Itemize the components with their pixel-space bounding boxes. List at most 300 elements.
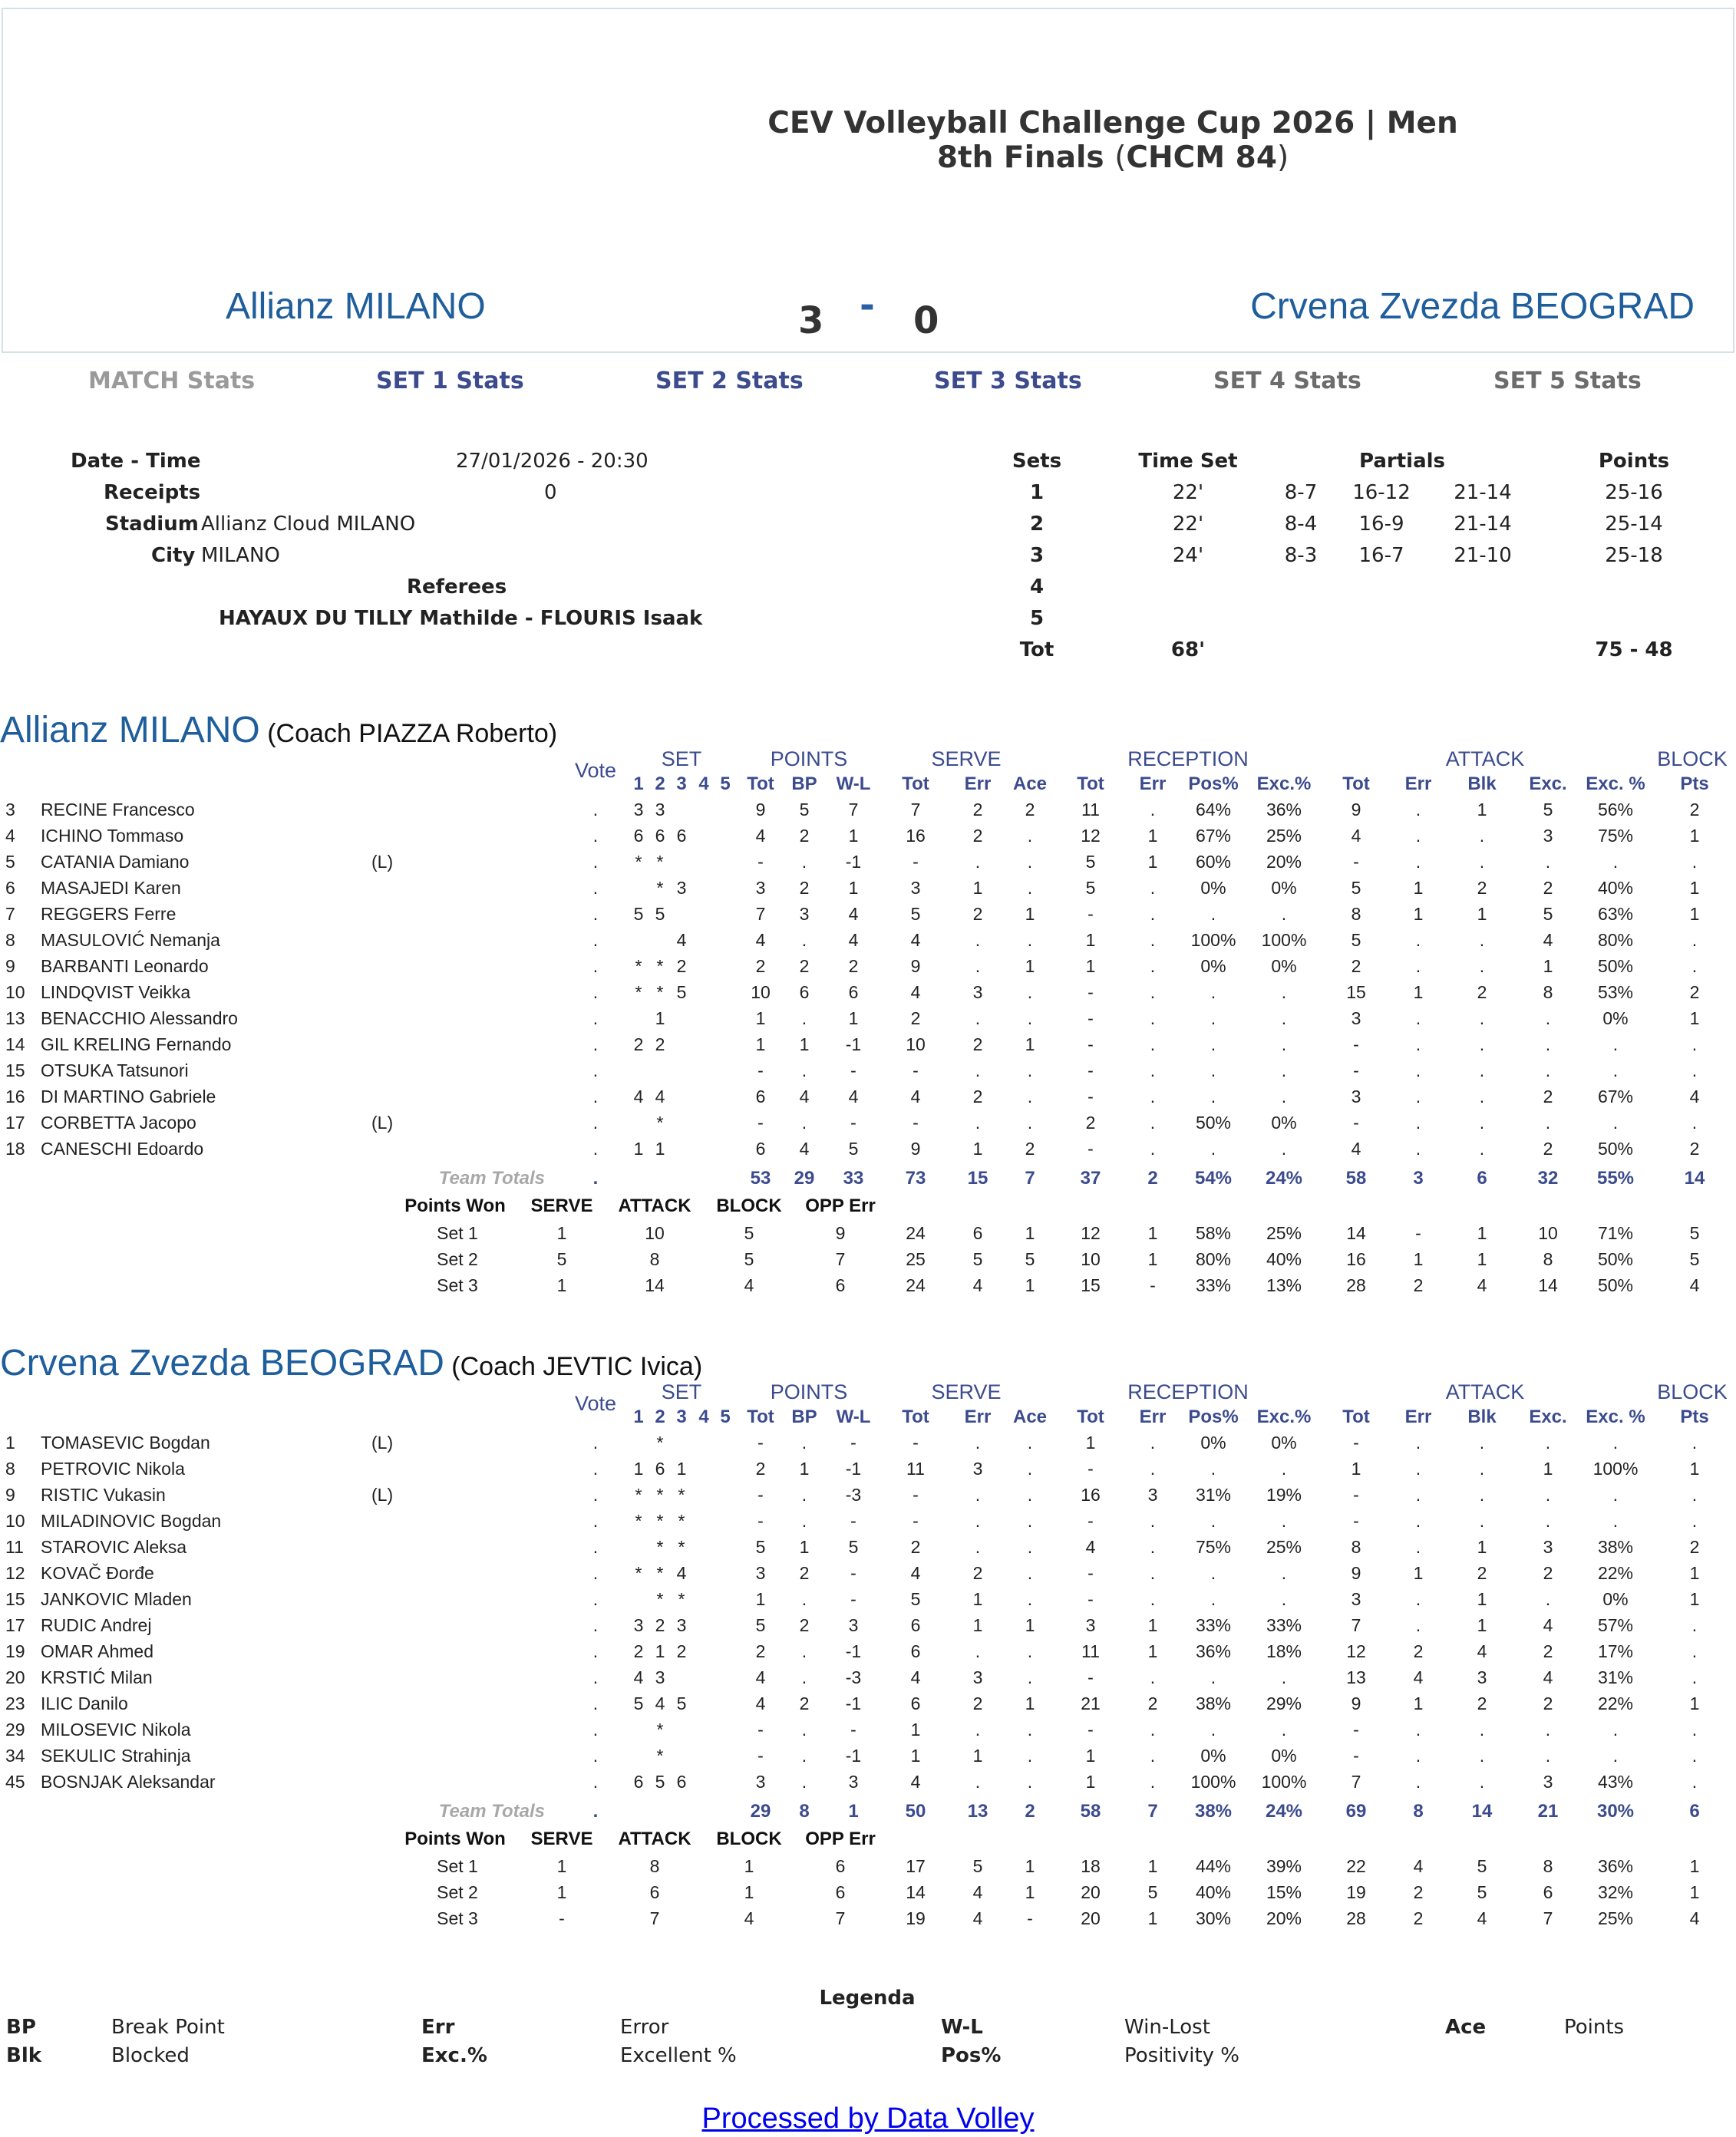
set-stat-cell: 33%	[1195, 1275, 1232, 1295]
score-dash: -	[860, 284, 875, 327]
stat-cell: 6	[755, 1087, 766, 1106]
player-number: 15	[5, 1589, 25, 1609]
block-points: 1	[744, 1856, 754, 1876]
stat-cell: .	[801, 930, 807, 950]
set-points: 25-18	[1605, 544, 1663, 567]
stat-cell: 4	[799, 1139, 810, 1159]
stat-cell: 4	[1543, 1667, 1553, 1687]
stat-cell: -	[1087, 1563, 1094, 1583]
player-number: 9	[5, 1485, 15, 1505]
col-sub-header: Tot	[747, 773, 774, 794]
stat-cell: 0%	[1271, 1433, 1297, 1453]
opp-err-points: 6	[835, 1882, 846, 1902]
stat-cell: 3	[1543, 1537, 1553, 1557]
player-name: MASULOVIĆ Nemanja	[41, 930, 220, 950]
points-group-header: POINTS	[770, 1380, 848, 1403]
stat-cell: 2	[1147, 1693, 1158, 1713]
player-name: ILIC Danilo	[41, 1693, 128, 1713]
stat-cell: .	[1210, 1087, 1216, 1106]
stat-cell: -	[913, 1433, 919, 1453]
stat-cell: 0%	[1271, 878, 1297, 898]
stat-cell: -	[757, 1511, 764, 1531]
stat-cell: 4	[755, 1693, 766, 1713]
block-group-header: BLOCK	[1657, 747, 1728, 770]
set-position: 6	[676, 826, 687, 846]
set-stat-cell: 20%	[1266, 1908, 1302, 1928]
col-sub-header: Tot	[1077, 773, 1104, 794]
stat-cell: .	[1415, 1615, 1421, 1635]
stat-cell: 3	[1351, 1589, 1361, 1609]
stat-cell: 100%	[1261, 930, 1307, 950]
set-stat-cell: 5	[1147, 1882, 1158, 1902]
vote-header: Vote	[574, 1392, 617, 1415]
stat-cell: .	[1150, 1589, 1156, 1609]
player-number: 5	[5, 852, 15, 872]
set-position: 4	[655, 1087, 665, 1106]
set-row-label: Set 2	[437, 1882, 478, 1902]
stat-cell: 1	[1477, 904, 1487, 924]
col-sub-header: Tot	[1077, 1407, 1104, 1427]
stat-cell: 2	[1543, 1139, 1553, 1159]
stat-cell: 1	[1543, 956, 1553, 976]
set-stat-cell: 36%	[1597, 1856, 1634, 1876]
stat-cell: 5	[910, 1589, 921, 1609]
stat-cell: 3	[972, 1667, 983, 1687]
team-total-cell: 6	[1689, 1801, 1700, 1822]
stat-cell: 1	[1147, 852, 1158, 872]
serve-points: 1	[556, 1275, 567, 1295]
home-team-name: Allianz MILANO	[226, 286, 486, 327]
stat-cell: 4	[1351, 1139, 1361, 1159]
stat-cell: 5	[1085, 852, 1096, 872]
stat-cell: 1	[1147, 826, 1158, 846]
referees-value: HAYAUX DU TILLY Mathilde - FLOURIS Isaak	[219, 607, 703, 630]
set-stat-cell: 4	[972, 1908, 983, 1928]
col-sub-header: Tot	[747, 1407, 774, 1427]
set-row-label: Set 1	[437, 1856, 478, 1876]
stat-cell: 75%	[1597, 826, 1634, 846]
set-stat-cell: 28	[1346, 1908, 1366, 1928]
phase-title	[767, 140, 1458, 175]
stat-cell: 1	[1477, 1537, 1487, 1557]
set-position: 6	[655, 826, 665, 846]
stat-cell: .	[1150, 1720, 1156, 1740]
set-stat-cell: 15%	[1266, 1882, 1302, 1902]
set-position: *	[656, 1563, 664, 1583]
stat-cell: 19%	[1266, 1485, 1302, 1505]
player-vote: .	[592, 1667, 599, 1687]
player-number: 9	[5, 956, 15, 976]
stat-cell: .	[801, 1060, 807, 1080]
stat-cell: 5	[848, 1537, 859, 1557]
set-position: 1	[676, 1459, 687, 1479]
team-total-cell: 1	[848, 1801, 859, 1822]
stat-cell: -	[1353, 1433, 1359, 1453]
set-stat-cell: 18	[1081, 1856, 1101, 1876]
attack-header: ATTACK	[618, 1829, 691, 1849]
stat-cell: .	[1210, 1139, 1216, 1159]
stat-cell: 50%	[1597, 956, 1634, 976]
stat-cell: 2	[1543, 1087, 1553, 1106]
stat-cell: 5	[755, 1537, 766, 1557]
stat-cell: -	[1087, 1667, 1094, 1687]
team-total-cell: 32	[1537, 1168, 1559, 1189]
stat-cell: 5	[1543, 800, 1553, 820]
block-points: 1	[744, 1882, 754, 1902]
set-stat-cell: 16	[1346, 1249, 1366, 1269]
stat-cell: 25%	[1266, 1537, 1302, 1557]
stat-cell: 0%	[1271, 956, 1297, 976]
stat-cell: -	[1353, 1720, 1359, 1740]
stat-cell: 2	[1025, 1139, 1035, 1159]
stat-cell: .	[1210, 1459, 1216, 1479]
stat-cell: 1	[1689, 1563, 1700, 1583]
stat-cell: .	[801, 1008, 807, 1028]
stat-cell: 1	[1413, 878, 1424, 898]
stat-cell: 2	[755, 1459, 766, 1479]
date-label: Date - Time	[71, 450, 201, 473]
stat-cell: 2	[799, 878, 810, 898]
player-name: SEKULIC Strahinja	[41, 1746, 191, 1766]
set-position: 2	[655, 1034, 665, 1054]
stat-cell: -	[757, 1113, 764, 1133]
stat-cell: .	[1210, 1008, 1216, 1028]
set-position: 4	[633, 1667, 644, 1687]
stat-cell: .	[1612, 1034, 1619, 1054]
col-sub-header: BP	[791, 773, 817, 794]
stat-cell: .	[1612, 852, 1619, 872]
stat-cell: .	[1415, 1034, 1421, 1054]
stat-cell: 1	[1413, 1563, 1424, 1583]
set-position: 3	[655, 1667, 665, 1687]
tab-set-3-stats[interactable]: SET 3 Stats	[934, 368, 1082, 394]
coach-name: (Coach PIAZZA Roberto)	[259, 719, 558, 748]
set-stat-cell: 22	[1346, 1856, 1366, 1876]
block-points: 4	[744, 1275, 754, 1295]
team-total-cell: 69	[1345, 1801, 1367, 1822]
set-stat-cell: 1	[1147, 1908, 1158, 1928]
stat-cell: .	[1210, 1589, 1216, 1609]
legend-desc: Points	[1564, 2016, 1625, 2039]
legend-desc: Error	[620, 2016, 669, 2039]
stat-cell: 75%	[1195, 1537, 1232, 1557]
stat-cell: .	[1545, 1034, 1551, 1054]
tab-match-stats[interactable]: MATCH Stats	[88, 368, 256, 394]
player-vote: .	[592, 1641, 599, 1661]
team-total-cell: 3	[1413, 1168, 1424, 1189]
stat-cell: 16	[906, 826, 926, 846]
player-name: GIL KRELING Fernando	[41, 1034, 232, 1054]
stat-cell: .	[1027, 982, 1033, 1002]
stat-cell: .	[1150, 1113, 1156, 1133]
stat-cell: .	[1281, 1087, 1287, 1106]
set-stat-cell: 28	[1346, 1275, 1366, 1295]
tab-set-2-stats[interactable]: SET 2 Stats	[655, 368, 804, 394]
set-position: 3	[676, 878, 687, 898]
stat-cell: .	[1415, 852, 1421, 872]
stat-cell: 1	[1085, 930, 1096, 950]
set-stat-cell: 80%	[1195, 1249, 1232, 1269]
set-stat-cell: 39%	[1266, 1856, 1302, 1876]
player-name: STAROVIC Aleksa	[41, 1537, 187, 1557]
stat-cell: -	[1087, 982, 1094, 1002]
player-number: 8	[5, 1459, 15, 1479]
stat-cell: .	[1612, 1720, 1619, 1740]
set-stat-cell: 10	[1538, 1223, 1558, 1243]
team-total-cell: 14	[1684, 1168, 1705, 1189]
col-sub-header: 1	[633, 1407, 644, 1427]
stat-cell: 0%	[1200, 956, 1226, 976]
stat-cell: .	[1691, 1615, 1698, 1635]
stat-cell: .	[1691, 1641, 1698, 1661]
team-total-cell: 58	[1345, 1168, 1367, 1189]
stat-cell: -	[757, 1433, 764, 1453]
stadium-value: Allianz Cloud MILANO	[201, 513, 416, 536]
stat-cell: 0%	[1602, 1589, 1629, 1609]
stat-cell: 1	[755, 1589, 766, 1609]
stat-cell: .	[1691, 1667, 1698, 1687]
stat-cell: .	[1415, 930, 1421, 950]
stat-cell: .	[1415, 956, 1421, 976]
tab-set-1-stats[interactable]: SET 1 Stats	[376, 368, 524, 394]
set-position: 5	[633, 904, 644, 924]
stat-cell: 2	[910, 1537, 921, 1557]
stat-cell: .	[975, 852, 981, 872]
opp-err-points: 6	[835, 1275, 846, 1295]
set-stat-cell: 71%	[1597, 1223, 1634, 1243]
stat-cell: 36%	[1266, 800, 1302, 820]
stat-cell: .	[1415, 1537, 1421, 1557]
stat-cell: .	[1210, 1511, 1216, 1531]
tab-set-4-stats[interactable]: SET 4 Stats	[1213, 368, 1361, 394]
stat-cell: 38%	[1597, 1537, 1634, 1557]
set-stat-cell: 30%	[1195, 1908, 1232, 1928]
stat-cell: .	[1479, 1746, 1485, 1766]
stat-cell: 3	[848, 1615, 859, 1635]
legend-abbr: Pos%	[941, 2044, 1002, 2067]
stat-cell: 5	[1543, 904, 1553, 924]
stat-cell: .	[975, 1060, 981, 1080]
stat-cell: 5	[1351, 930, 1361, 950]
stat-cell: .	[1479, 1720, 1485, 1740]
set-position: *	[656, 1537, 664, 1557]
stat-cell: .	[1691, 956, 1698, 976]
team-total-cell: 6	[1477, 1168, 1487, 1189]
stat-cell: 4	[910, 982, 921, 1002]
stat-cell: .	[1027, 878, 1033, 898]
stat-cell: 9	[1351, 800, 1361, 820]
stat-cell: 2	[972, 826, 983, 846]
player-vote: .	[592, 982, 599, 1002]
stat-cell: -	[1087, 1139, 1094, 1159]
stat-cell: 67%	[1597, 1087, 1634, 1106]
stat-cell: .	[1479, 1087, 1485, 1106]
set-position: 3	[655, 800, 665, 820]
set-stat-cell: 10	[1081, 1249, 1101, 1269]
player-number: 10	[5, 982, 25, 1002]
stat-cell: .	[1281, 904, 1287, 924]
stat-cell: 2	[1543, 1641, 1553, 1661]
stat-cell: 5	[848, 1139, 859, 1159]
stat-cell: 7	[848, 800, 859, 820]
stat-cell: 6	[799, 982, 810, 1002]
stat-cell: .	[1281, 1139, 1287, 1159]
set-position: *	[635, 1485, 642, 1505]
stat-cell: .	[1415, 1008, 1421, 1028]
stat-cell: .	[1691, 1034, 1698, 1054]
team-total-cell: 53	[750, 1168, 771, 1189]
legend-title: Legenda	[819, 1987, 916, 2010]
serve-points: -	[559, 1908, 565, 1928]
stat-cell: .	[1479, 1459, 1485, 1479]
stat-cell: -	[1353, 1746, 1359, 1766]
attack-points: 8	[649, 1249, 660, 1269]
stat-cell: .	[1415, 1139, 1421, 1159]
stat-cell: .	[1281, 1720, 1287, 1740]
set-stat-cell: 7	[1543, 1908, 1553, 1928]
col-sub-header: Err	[1139, 773, 1167, 794]
stat-cell: .	[1150, 1772, 1156, 1792]
stat-cell: .	[801, 852, 807, 872]
stat-cell: .	[1479, 956, 1485, 976]
opp-err-points: 9	[835, 1223, 846, 1243]
team-total-cell: 8	[799, 1801, 810, 1822]
stat-cell: 1	[848, 878, 859, 898]
set-stat-cell: 25	[906, 1249, 926, 1269]
col-sub-header: Exc.%	[1256, 773, 1312, 794]
stat-cell: 20%	[1266, 852, 1302, 872]
legend-desc: Blocked	[111, 2044, 190, 2067]
total-label: Tot	[1019, 638, 1054, 661]
receipts-value: 0	[544, 481, 557, 504]
col-sub-header: Tot	[1342, 1407, 1370, 1427]
stat-cell: 2	[1477, 982, 1487, 1002]
stat-cell: 50%	[1597, 1139, 1634, 1159]
col-sub-header: 5	[720, 1407, 731, 1427]
set-stat-cell: 1	[1689, 1856, 1700, 1876]
stat-cell: .	[1281, 1060, 1287, 1080]
stat-cell: 3	[910, 878, 921, 898]
stat-cell: 3	[1543, 1772, 1553, 1792]
stat-cell: .	[1612, 1060, 1619, 1080]
player-name: RUDIC Andrej	[41, 1615, 152, 1635]
stat-cell: .	[1415, 1459, 1421, 1479]
set-stat-cell: 2	[1413, 1275, 1424, 1295]
stat-cell: 3	[1543, 826, 1553, 846]
player-vote: .	[592, 1537, 599, 1557]
stat-cell: 1	[1085, 1746, 1096, 1766]
stat-cell: 0%	[1200, 1746, 1226, 1766]
set-stat-cell: -	[1415, 1223, 1421, 1243]
stat-cell: 40%	[1597, 878, 1634, 898]
team-total-cell: 58	[1080, 1801, 1101, 1822]
stat-cell: .	[1281, 1667, 1287, 1687]
stat-cell: .	[1691, 930, 1698, 950]
legend-abbr: Err	[421, 2016, 455, 2039]
stat-cell: 4	[910, 1772, 921, 1792]
set-position: *	[656, 1485, 664, 1505]
receipts-label: Receipts	[104, 481, 201, 504]
stat-cell: 1	[1025, 904, 1035, 924]
player-vote: .	[592, 1485, 599, 1505]
set-position: *	[678, 1589, 685, 1609]
stat-cell: .	[1027, 930, 1033, 950]
player-name: CORBETTA Jacopo	[41, 1113, 196, 1133]
col-sub-header: Pts	[1680, 773, 1709, 794]
stat-cell: .	[1415, 1746, 1421, 1766]
stat-cell: .	[1210, 1060, 1216, 1080]
player-vote: .	[592, 1087, 599, 1106]
set-stat-cell: 4	[1689, 1275, 1700, 1295]
player-vote: .	[592, 956, 599, 976]
player-vote: .	[592, 1693, 599, 1713]
stat-cell: 3	[972, 1459, 983, 1479]
stat-cell: 4	[910, 1087, 921, 1106]
city-label: City	[151, 544, 196, 567]
tab-set-5-stats[interactable]: SET 5 Stats	[1493, 368, 1642, 394]
set-stat-cell: 13%	[1266, 1275, 1302, 1295]
stat-cell: 2	[1689, 1537, 1700, 1557]
stat-cell: 9	[755, 800, 766, 820]
set-position: *	[635, 852, 642, 872]
set-position: 2	[655, 1615, 665, 1635]
set-stat-cell: 25%	[1266, 1223, 1302, 1243]
set-position: *	[635, 956, 642, 976]
stat-cell: 5	[910, 904, 921, 924]
legend-desc: Positivity %	[1124, 2044, 1240, 2067]
serve-points: 1	[556, 1223, 567, 1243]
player-name: RECINE Francesco	[41, 800, 195, 820]
stat-cell: .	[1150, 1537, 1156, 1557]
stat-cell: .	[1150, 1034, 1156, 1054]
legend-abbr: BP	[6, 2016, 36, 2039]
set-group-header: SET	[661, 747, 702, 770]
set-stat-cell: 32%	[1597, 1882, 1634, 1902]
player-number: 18	[5, 1139, 25, 1159]
stat-cell: 1	[972, 1746, 983, 1766]
stat-cell: 4	[1543, 1615, 1553, 1635]
total-time: 68'	[1170, 638, 1206, 661]
stat-cell: .	[1479, 1008, 1485, 1028]
set-stat-cell: 40%	[1266, 1249, 1302, 1269]
data-volley-link[interactable]: Processed by Data Volley	[701, 2102, 1035, 2135]
stat-cell: .	[1027, 1433, 1033, 1453]
stat-cell: -	[757, 1060, 764, 1080]
player-name: RISTIC Vukasin	[41, 1485, 166, 1505]
stat-cell: -	[913, 1485, 919, 1505]
stat-cell: .	[1415, 1511, 1421, 1531]
col-sub-header: 3	[676, 1407, 687, 1427]
stat-cell: .	[1479, 1034, 1485, 1054]
stat-cell: 4	[1085, 1537, 1096, 1557]
stat-cell: -	[850, 1113, 856, 1133]
stat-cell: .	[1691, 1485, 1698, 1505]
stat-cell: .	[1027, 1667, 1033, 1687]
partials-header: Partials	[1359, 450, 1445, 473]
stat-cell: .	[1150, 1746, 1156, 1766]
stat-cell: 2	[799, 1563, 810, 1583]
set-stat-cell: 4	[1689, 1908, 1700, 1928]
stat-cell: .	[1150, 878, 1156, 898]
col-sub-header: 3	[676, 773, 687, 794]
team-total-cell: 33	[843, 1168, 864, 1189]
player-vote: .	[592, 1008, 599, 1028]
stat-cell: 11	[906, 1459, 925, 1479]
stat-cell: -	[757, 1746, 764, 1766]
team-totals-label: Team Totals	[438, 1168, 545, 1189]
player-number: 29	[5, 1720, 25, 1740]
team-total-cell: 7	[1025, 1168, 1035, 1189]
